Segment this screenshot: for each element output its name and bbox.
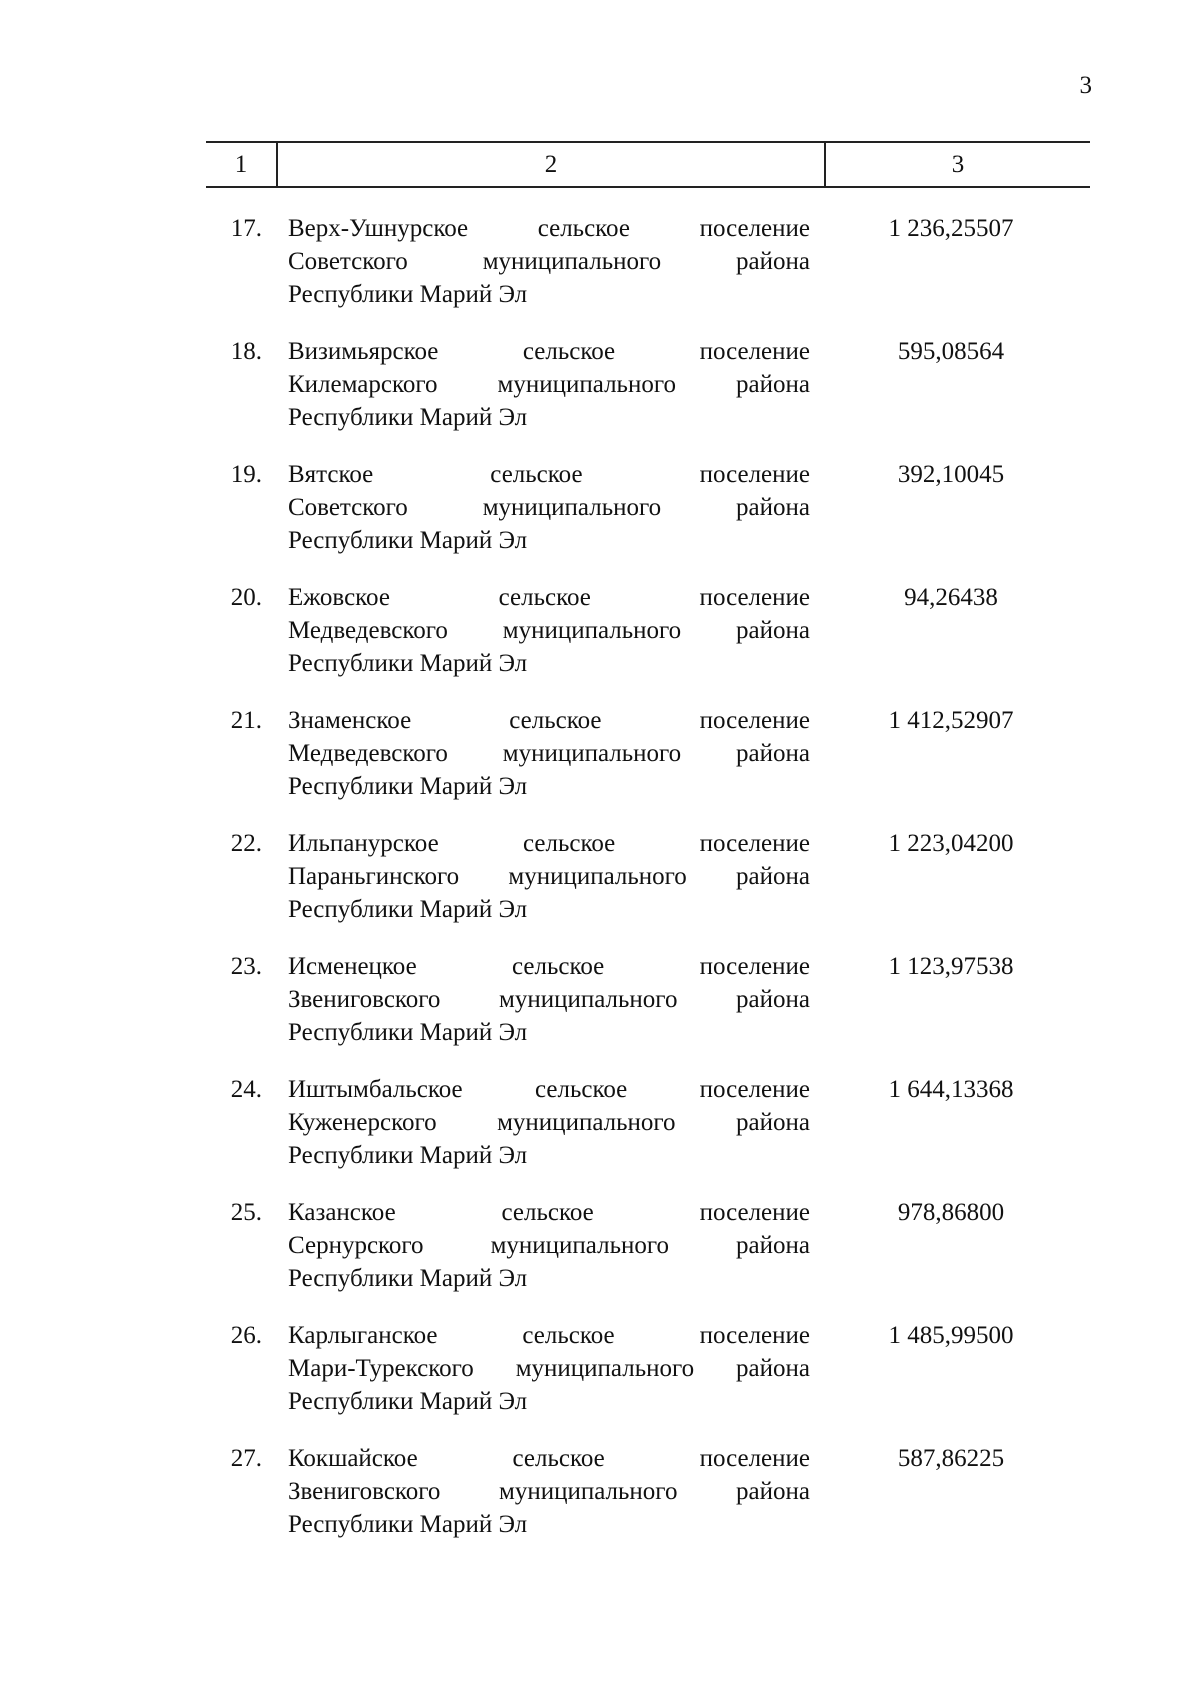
settlement-name-line-2: Параньгинского муниципального района (288, 863, 810, 890)
row-number: 25. (230, 1199, 262, 1226)
settlement-name-line-1: Карлыганское сельское поселение (288, 1322, 810, 1349)
row-number: 26. (230, 1322, 262, 1349)
settlement-name-line-1: Иштымбальское сельское поселение (288, 1076, 810, 1103)
settlement-name-line-2: Советского муниципального района (288, 248, 810, 275)
table-header (206, 141, 1090, 188)
table-row (206, 1442, 1090, 1565)
settlement-name-line-3: Республики Марий Эл (288, 1265, 528, 1292)
row-number: 22. (230, 830, 262, 857)
row-number: 20. (230, 584, 262, 611)
settlement-name-line-2: Советского муниципального района (288, 494, 810, 521)
settlement-name-line-3: Республики Марий Эл (288, 281, 528, 308)
row-number: 24. (230, 1076, 262, 1103)
table-row (206, 581, 1090, 704)
settlement-name (276, 1442, 822, 1565)
row-value: 1 412,52907 (888, 707, 1014, 734)
settlement-name-line-2: Сернурского муниципального района (288, 1232, 810, 1259)
settlement-name-line-3: Республики Марий Эл (288, 404, 528, 431)
settlement-name-line-2: Медведевского муниципального района (288, 617, 810, 644)
row-number: 18. (230, 338, 262, 365)
settlement-name-line-2: Медведевского муниципального района (288, 740, 810, 767)
settlement-name-line-1: Вятское сельское поселение (288, 461, 810, 488)
settlement-name-line-3: Республики Марий Эл (288, 1511, 528, 1538)
row-number: 27. (230, 1445, 262, 1472)
settlement-name-line-3: Республики Марий Эл (288, 650, 528, 677)
table-row (206, 704, 1090, 827)
settlement-name (276, 581, 822, 704)
table-row (206, 335, 1090, 458)
settlement-name-line-3: Республики Марий Эл (288, 1019, 528, 1046)
settlement-name-line-2: Килемарского муниципального района (288, 371, 810, 398)
settlement-name-line-2: Куженерского муниципального района (288, 1109, 810, 1136)
settlement-name-line-1: Ильпанурское сельское поселение (288, 830, 810, 857)
row-value: 94,26438 (904, 584, 998, 611)
settlement-name (276, 1073, 822, 1196)
settlement-name-line-3: Республики Марий Эл (288, 1388, 528, 1415)
row-value: 1 644,13368 (888, 1076, 1014, 1103)
row-number: 19. (230, 461, 262, 488)
header-col-3: 3 (951, 150, 965, 178)
row-value: 392,10045 (897, 461, 1005, 488)
settlement-name-line-1: Визимьярское сельское поселение (288, 338, 810, 365)
settlement-name (276, 212, 822, 335)
row-value: 587,86225 (897, 1445, 1005, 1472)
table-body (206, 212, 1090, 1565)
row-number: 21. (230, 707, 262, 734)
settlement-name-line-3: Республики Марий Эл (288, 773, 528, 800)
page-number: 3 (1079, 72, 1092, 99)
settlement-name-line-1: Ежовское сельское поселение (288, 584, 810, 611)
table-row (206, 1196, 1090, 1319)
settlement-name (276, 1319, 822, 1442)
settlement-name (276, 950, 822, 1073)
settlement-name-line-1: Верх-Ушнурское сельское поселение (288, 215, 810, 242)
row-value: 1 123,97538 (888, 953, 1014, 980)
settlement-name-line-2: Мари-Турекского муниципального района (288, 1355, 810, 1382)
settlement-name-line-3: Республики Марий Эл (288, 896, 528, 923)
settlement-name-line-1: Исменецкое сельское поселение (288, 953, 810, 980)
table-row (206, 212, 1090, 335)
settlement-name (276, 335, 822, 458)
settlement-name-line-1: Знаменское сельское поселение (288, 707, 810, 734)
settlement-name-line-1: Кокшайское сельское поселение (288, 1445, 810, 1472)
settlement-name (276, 1196, 822, 1319)
row-number: 23. (230, 953, 262, 980)
row-number: 17. (230, 215, 262, 242)
row-value: 1 485,99500 (888, 1322, 1014, 1349)
table-row (206, 1319, 1090, 1442)
row-value: 978,86800 (897, 1199, 1005, 1226)
settlement-name (276, 458, 822, 581)
table-row (206, 950, 1090, 1073)
settlement-name-line-3: Республики Марий Эл (288, 527, 528, 554)
table-row (206, 1073, 1090, 1196)
settlement-name-line-2: Звениговского муниципального района (288, 986, 810, 1013)
settlement-name-line-3: Республики Марий Эл (288, 1142, 528, 1169)
table-row (206, 827, 1090, 950)
settlement-name (276, 827, 822, 950)
row-value: 595,08564 (897, 338, 1005, 365)
row-value: 1 223,04200 (888, 830, 1014, 857)
settlement-name-line-1: Казанское сельское поселение (288, 1199, 810, 1226)
header-col-2: 2 (278, 143, 826, 186)
settlement-name-line-2: Звениговского муниципального района (288, 1478, 810, 1505)
table-row (206, 458, 1090, 581)
header-col-1: 1 (206, 143, 278, 186)
settlement-name (276, 704, 822, 827)
row-value: 1 236,25507 (888, 215, 1014, 242)
